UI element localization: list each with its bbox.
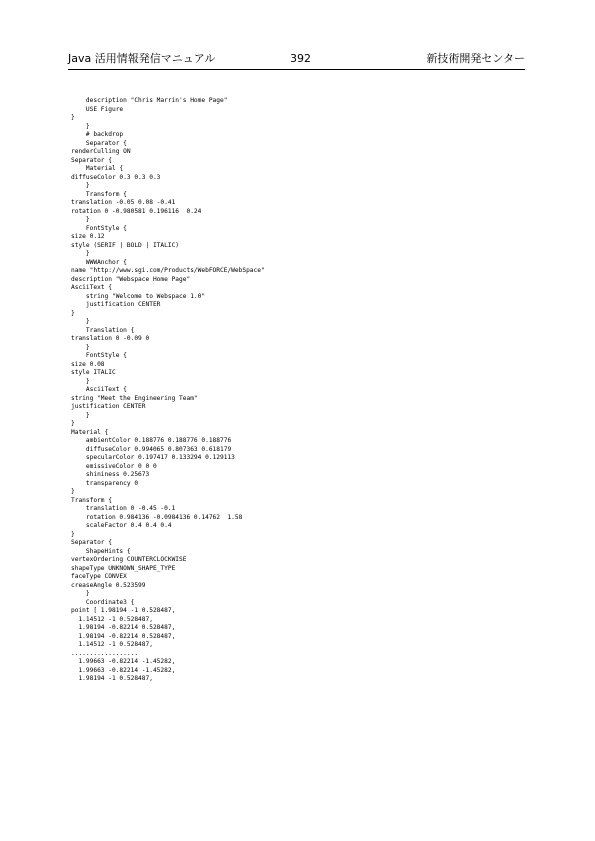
code-line: style ITALIC	[71, 369, 116, 376]
code-line: }	[71, 343, 90, 351]
code-line: 1.98194 -0.82214 0.528487,	[71, 624, 176, 631]
code-line: vertexOrdering COUNTERCLOCKWISE	[71, 556, 187, 563]
code-line: 1.99663 -0.82214 -1.45282,	[71, 666, 176, 674]
code-line: justification CENTER	[71, 403, 146, 410]
code-line: Separator {	[71, 539, 112, 546]
code-line: diffuseColor 0.994065 0.807363 0.618179	[71, 445, 232, 453]
code-line: Separator {	[71, 139, 127, 147]
code-line: }	[71, 377, 90, 385]
code-line: translation 0 -0.45 -0.1	[71, 505, 176, 512]
code-line: 1.14512 -1 0.528487,	[71, 615, 153, 623]
code-line: }	[71, 114, 75, 121]
code-line: description "Webspace Home Page"	[71, 275, 191, 283]
code-line: renderCulling ON	[71, 148, 131, 155]
code-line: specularColor 0.197417 0.133294 0.129113	[71, 454, 235, 461]
code-line: Transform {	[71, 190, 127, 198]
code-line: name "http://www.sgi.com/Products/WebFORCE/WebSpace"	[71, 267, 265, 274]
code-line: }	[71, 411, 90, 419]
code-line: faceType CONVEX	[71, 573, 127, 580]
code-line: Separator {	[71, 156, 112, 164]
code-line: rotation 0 -0.980581 0.196116 0.24	[71, 207, 202, 215]
code-line: }	[71, 216, 90, 223]
code-line: ShapeHints {	[71, 547, 131, 555]
code-line: ..................	[71, 649, 139, 657]
code-line: Coordinate3 {	[71, 598, 135, 606]
code-line: shapeType UNKNOWN_SHAPE_TYPE	[71, 564, 176, 572]
code-line: AsciiText {	[71, 386, 127, 393]
code-line: translation 0 -0.09 0	[71, 335, 150, 342]
code-line: point [ 1.98194 -1 0.528487,	[71, 607, 176, 614]
document-title: Java 活用情報発信マニュアル	[68, 52, 216, 65]
code-line: style (SERIF | BOLD | ITALIC)	[71, 241, 180, 249]
code-line: size 0.12	[71, 233, 105, 240]
code-line: string "Meet the Engineering Team"	[71, 394, 198, 402]
code-line: AsciiText {	[71, 284, 112, 291]
code-line: # backdrop	[71, 131, 124, 138]
code-line: }	[71, 122, 90, 130]
code-line: USE Figure	[71, 105, 124, 113]
code-line: 1.99663 -0.82214 -1.45282,	[71, 658, 176, 665]
code-line: transparency 0	[71, 479, 139, 487]
code-line: }	[71, 318, 90, 325]
code-line: Material {	[71, 428, 109, 436]
code-line: WWWAnchor {	[71, 258, 127, 266]
code-line: }	[71, 182, 90, 189]
code-line: emissiveColor 0 0 0	[71, 462, 157, 470]
code-listing	[71, 97, 521, 684]
code-line: size 0.08	[71, 360, 105, 368]
code-line: FontStyle {	[71, 224, 127, 232]
code-line: Transform {	[71, 496, 112, 504]
code-line: justification CENTER	[71, 301, 161, 308]
code-line: Material {	[71, 165, 124, 172]
code-line: translation -0.05 0.08 -0.41	[71, 199, 176, 206]
code-line: shininess 0.25673	[71, 471, 150, 478]
code-line: FontStyle {	[71, 352, 127, 359]
header-rule	[68, 69, 525, 70]
code-line: }	[71, 309, 75, 317]
code-line: 1.98194 -1 0.528487,	[71, 675, 153, 682]
code-line: }	[71, 250, 90, 257]
code-line: creaseAngle 0.523599	[71, 581, 146, 589]
code-line: description "Chris Marrin's Home Page"	[71, 97, 228, 104]
code-line: string "Welcome to Webspace 1.0"	[71, 292, 206, 300]
code-line: 1.14512 -1 0.528487,	[71, 641, 153, 648]
code-line: rotation 0.984136 -0.0984136 0.14762 1.58	[71, 513, 243, 521]
organization-name: 新技術開発センター	[426, 52, 525, 65]
code-line: }	[71, 488, 75, 495]
code-line: 1.98194 -0.82214 0.528487,	[71, 632, 176, 640]
code-line: }	[71, 590, 90, 597]
code-line: Translation {	[71, 326, 135, 334]
page-header	[68, 52, 525, 70]
code-line: }	[71, 420, 75, 427]
code-line: ambientColor 0.188776 0.188776 0.188776	[71, 437, 232, 444]
page-number: 392	[290, 52, 311, 65]
code-line: }	[71, 530, 75, 538]
code-line: diffuseColor 0.3 0.3 0.3	[71, 173, 161, 181]
code-line: scaleFactor 0.4 0.4 0.4	[71, 522, 172, 529]
